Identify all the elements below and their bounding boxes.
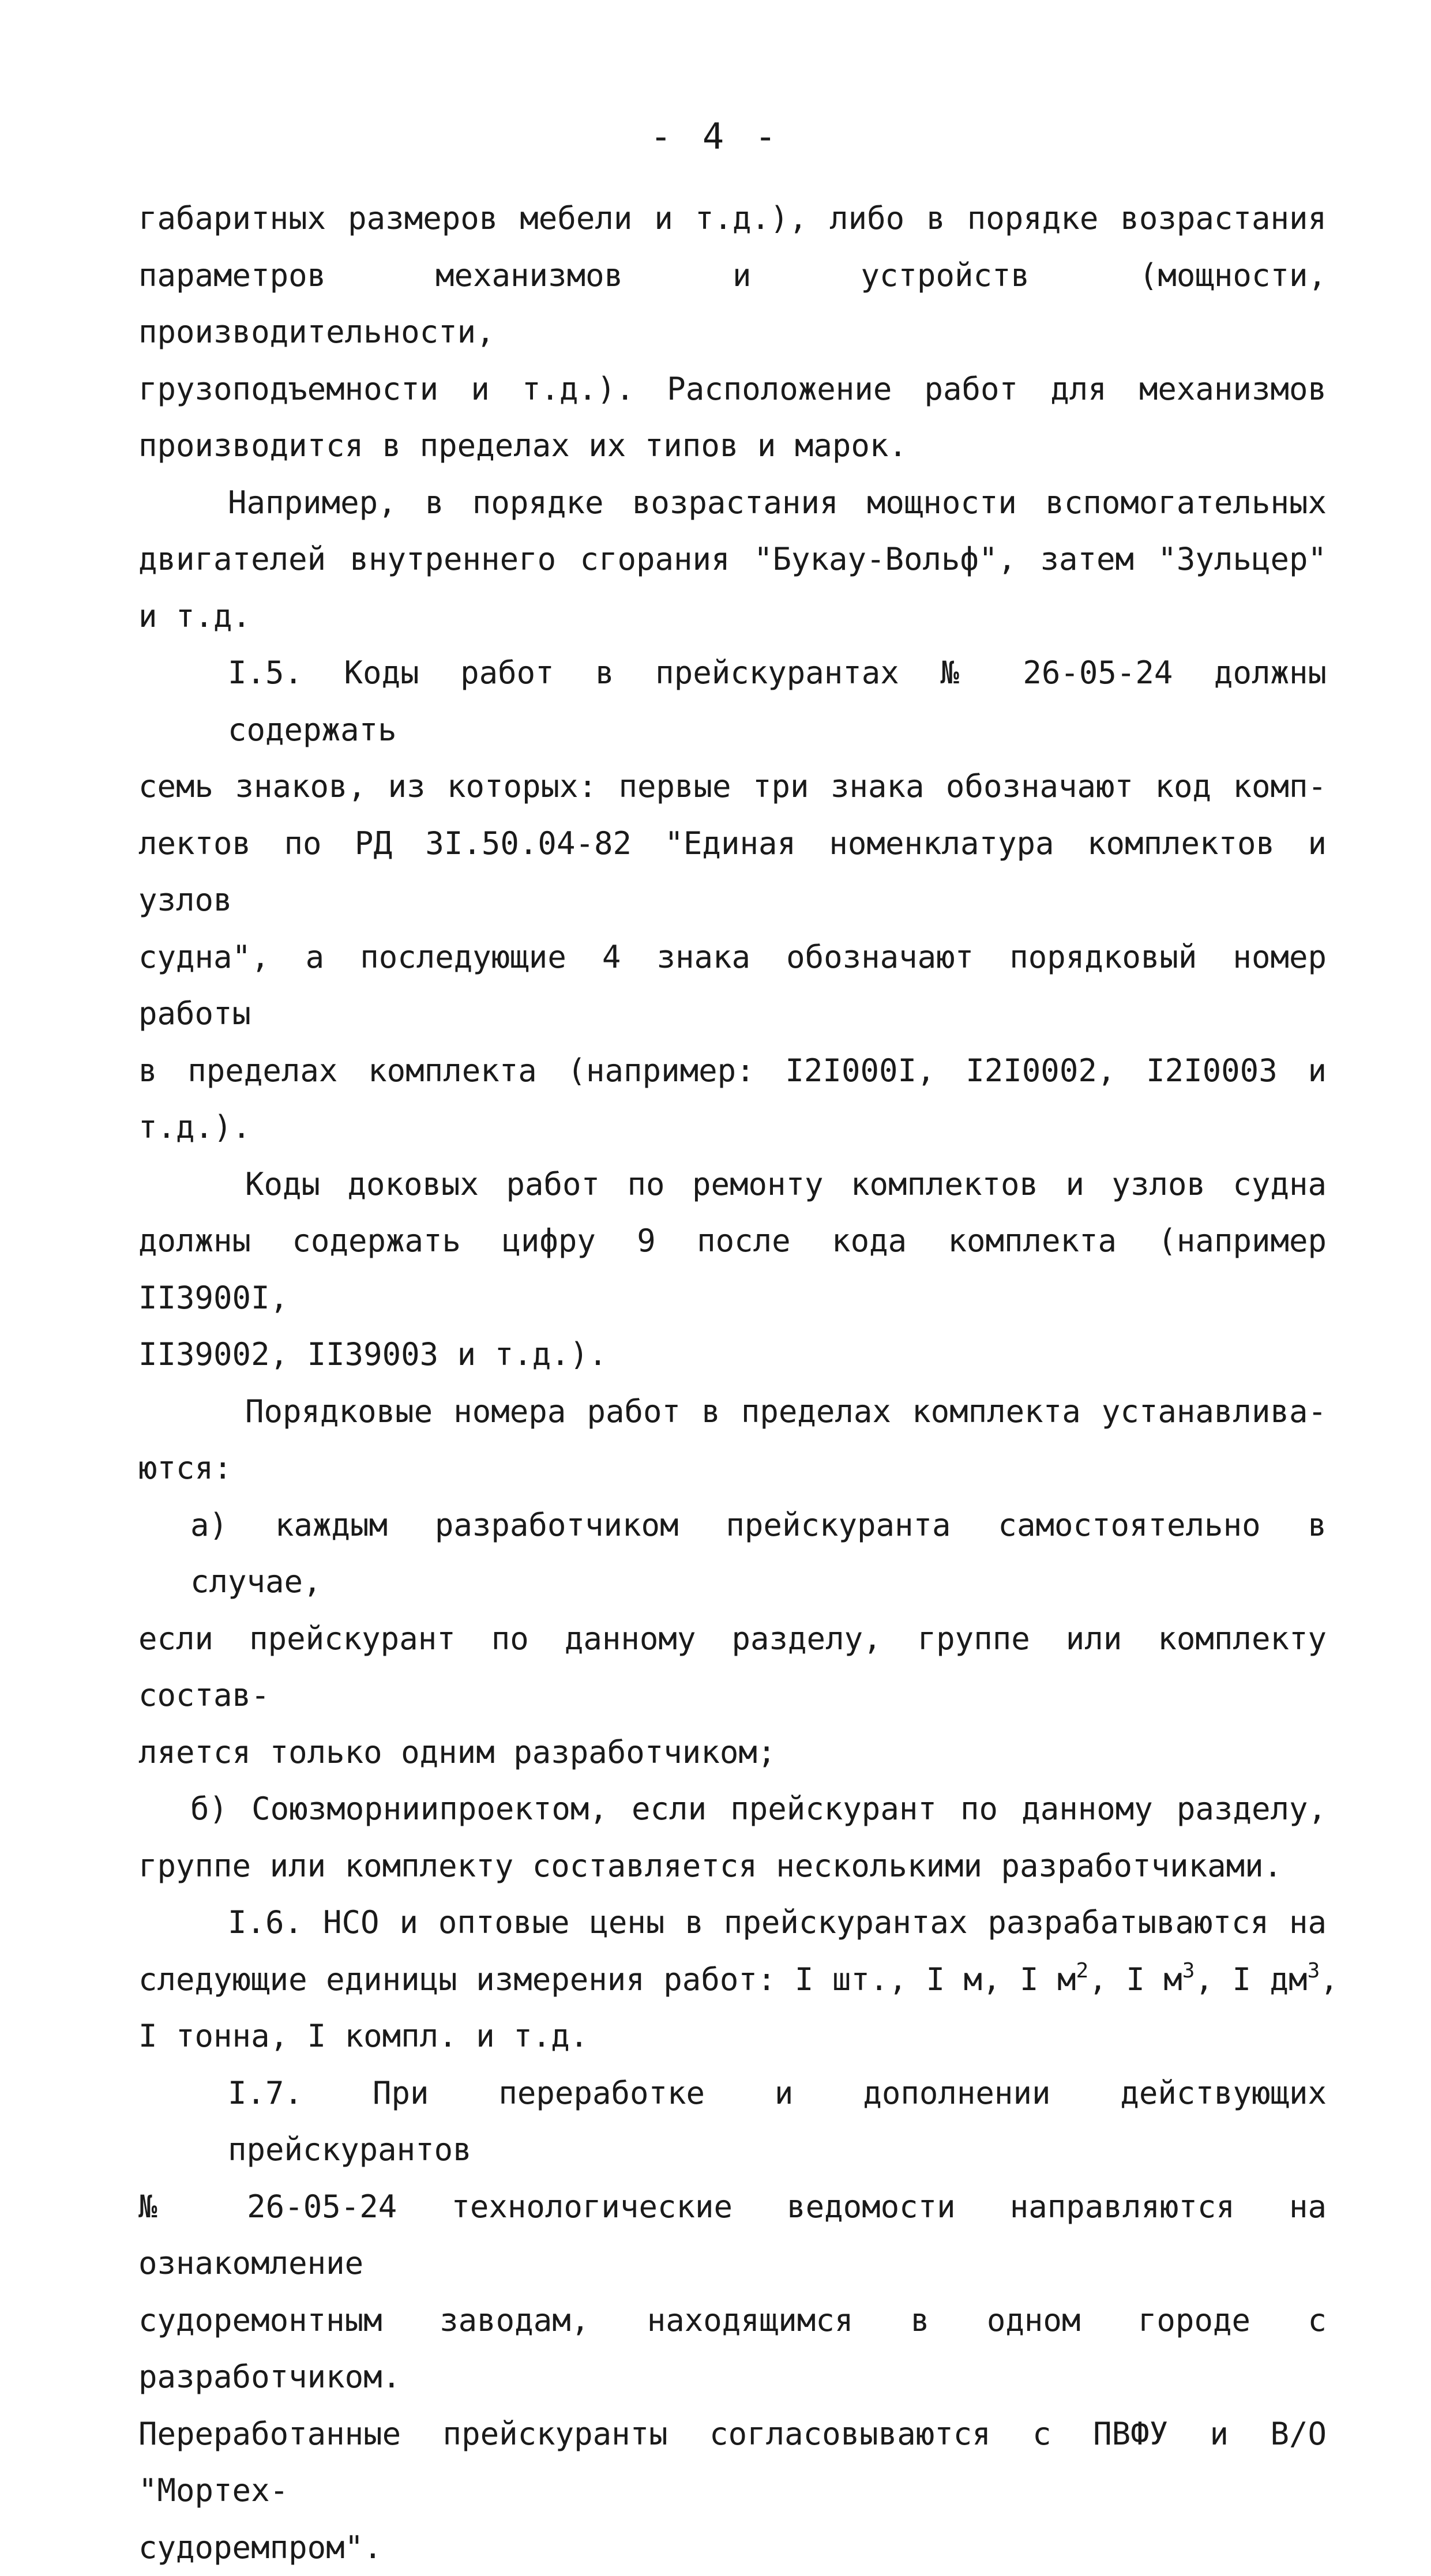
text-line: семь знаков, из которых: первые три знака обозначают код комп- (138, 758, 1327, 815)
units-text: следующие единицы измерения работ: I шт., I м, I м (138, 1961, 1076, 1998)
text-line: судоремпром". (138, 2519, 1327, 2576)
text-line: группе или комплекту составляется несколькими разработчиками. (138, 1838, 1327, 1895)
text-line: габаритных размеров мебели и т.д.), либо в порядке возрастания (138, 190, 1327, 247)
text-line: ляется только одним разработчиком; (138, 1724, 1327, 1781)
text-line: ются: (138, 1440, 1327, 1497)
body-text (138, 190, 1327, 2576)
text-line: судна", а последующие 4 знака обозначают порядковый номер работы (138, 929, 1327, 1043)
text-line: лектов по РД 3I.50.04-82 "Единая номенклатура комплектов и узлов (138, 815, 1327, 929)
text-line: № 26-05-24 технологические ведомости направляются на ознакомление (138, 2179, 1327, 2292)
text-line: Переработанные прейскуранты согласовываются с ПВФУ и В/О "Мортех- (138, 2406, 1327, 2519)
list-item-b: б) Союзморниипроектом, если прейскурант по данному разделу, (138, 1781, 1327, 1838)
text-line: судоремонтным заводам, находящимся в одном городе с разработчиком. (138, 2292, 1327, 2406)
units-text: , I м (1088, 1961, 1182, 1998)
text-line: если прейскурант по данному разделу, группе или комплекту состав- (138, 1611, 1327, 1724)
units-line (138, 1951, 1327, 2009)
superscript: 3 (1308, 1959, 1320, 1983)
paragraph-first-line: Коды доковых работ по ремонту комплектов и узлов судна (138, 1156, 1327, 1213)
section-1-7-heading-line: I.7. При переработке и дополнении действующих прейскурантов (138, 2065, 1327, 2179)
section-1-5-heading-line: I.5. Коды работ в прейскурантах № 26-05-24 должны содержать (138, 645, 1327, 758)
superscript: 2 (1076, 1959, 1089, 1983)
text-line: и т.д. (138, 588, 1327, 645)
text-line: II39002, II39003 и т.д.). (138, 1326, 1327, 1383)
paragraph-first-line: Порядковые номера работ в пределах комплекта устанавлива- (138, 1383, 1327, 1441)
units-text: , I дм (1195, 1961, 1307, 1998)
page-number: - 4 - (0, 115, 1431, 157)
section-1-6-heading-line: I.6. НСО и оптовые цены в прейскурантах разрабатываются на (138, 1894, 1327, 1951)
paragraph-first-line: Например, в порядке возрастания мощности вспомогательных (138, 475, 1327, 532)
text-line: производится в пределах их типов и марок. (138, 418, 1327, 475)
superscript: 3 (1182, 1959, 1195, 1983)
text-line: в пределах комплекта (например: I2I000I, I2I0002, I2I0003 и т.д.). (138, 1043, 1327, 1156)
units-text: , (1320, 1961, 1339, 1998)
text-line: параметров механизмов и устройств (мощности, производительности, (138, 247, 1327, 361)
text-line: грузоподъемности и т.д.). Расположение работ для механизмов (138, 361, 1327, 418)
text-line: должны содержать цифру 9 после кода комплекта (например II3900I, (138, 1213, 1327, 1326)
text-line: I тонна, I компл. и т.д. (138, 2008, 1327, 2065)
list-item-a: а) каждым разработчиком прейскуранта самостоятельно в случае, (138, 1497, 1327, 1611)
text-line: двигателей внутреннего сгорания "Букау-Вольф", затем "Зульцер" (138, 531, 1327, 588)
